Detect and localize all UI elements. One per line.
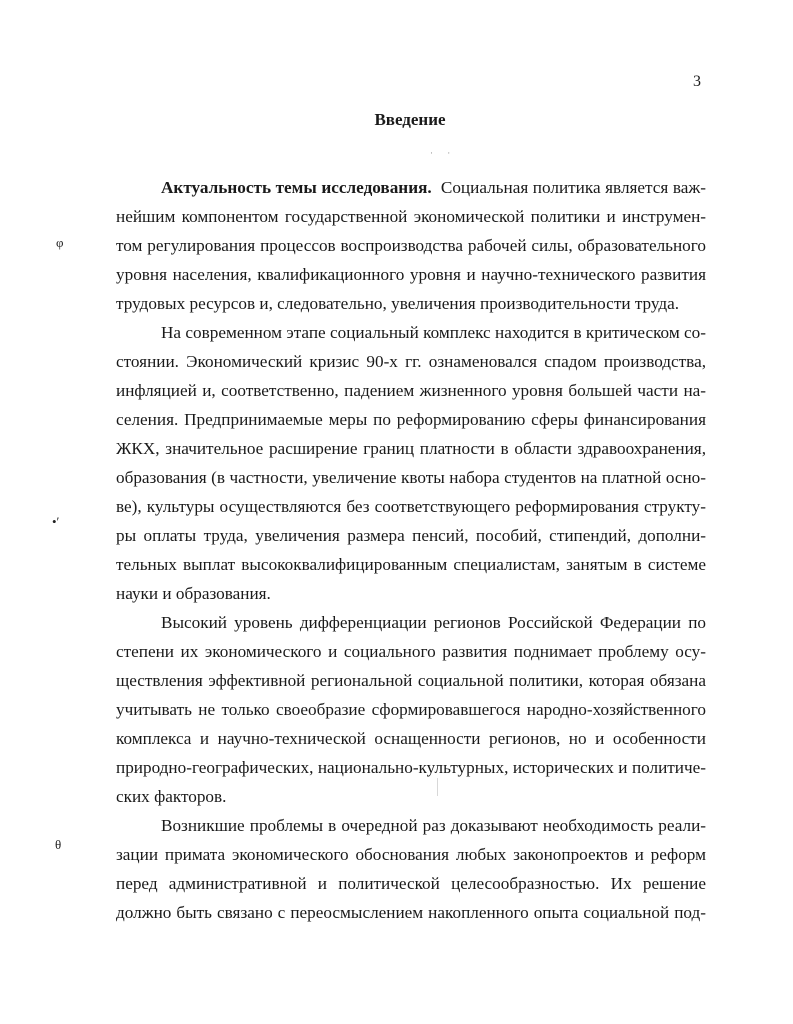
paragraph-lead: Актуальность темы исследования. [161, 178, 432, 197]
paragraph-line: природно-географических, национально-культурных, исторических и политиче- [116, 758, 706, 777]
paragraph-line: ры оплаты труда, увеличения размера пенсий, пособий, стипендий, дополни- [116, 526, 706, 545]
paragraph-line: зации примата экономического обоснования любых законопроектов и реформ [116, 845, 706, 864]
paragraph-line: уровня населения, квалификационного уровня и научно-технического развития [116, 265, 706, 284]
paragraph-line: образования (в частности, увеличение квоты набора студентов на платной осно- [116, 468, 706, 487]
paragraph-line: стоянии. Экономический кризис 90-х гг. ознаменовался спадом производства, [116, 352, 706, 371]
paragraph-line: комплекса и научно-технической оснащенности регионов, но и особенности [116, 729, 706, 748]
paragraph-line: Возникшие проблемы в очередной раз доказывают необходимость реали- [161, 816, 706, 835]
paragraph-line: инфляцией и, соответственно, падением жизненного уровня большей части на- [116, 381, 706, 400]
page-number: 3 [693, 73, 701, 90]
paragraph-line: ве), культуры осуществляются без соответствующего реформирования структу- [116, 497, 706, 516]
margin-mark-icon: θ [55, 837, 62, 852]
paragraph-line: том регулирования процессов воспроизводства рабочей силы, образовательного [116, 236, 706, 255]
paragraph-line: На современном этапе социальный комплекс находится в критическом со- [161, 323, 706, 342]
paragraph-line: нейшим компонентом государственной экономической политики и инструмен- [116, 207, 706, 226]
paragraph-line: трудовых ресурсов и, следовательно, увеличения производительности труда. [116, 294, 680, 313]
paragraph-line: должно быть связано с переосмыслением накопленного опыта социальной под- [116, 903, 706, 922]
section-heading: Введение [374, 110, 446, 129]
paragraph-line: перед административной и политической целесообразностью. Их решение [116, 874, 706, 893]
paragraph-line: ских факторов. [116, 787, 227, 806]
scan-artifact-dots: · · [430, 148, 457, 158]
paragraph-line: учитывать не только своеобразие сформировавшегося народно-хозяйственного [116, 700, 706, 719]
paragraph-line: Высокий уровень дифференциации регионов Российской Федерации по [161, 613, 706, 632]
paragraph-line: селения. Предпринимаемые меры по реформированию сферы финансирования [116, 410, 706, 429]
paragraph-line: науки и образования. [116, 584, 271, 603]
paragraph-line: Актуальность темы исследования. Социальная политика является важ- [161, 178, 706, 197]
paragraph-line: ЖКХ, значительное расширение границ платности в области здравоохранения, [116, 439, 706, 458]
paragraph-line: степени их экономического и социального развития поднимает проблему осу- [116, 642, 706, 661]
paragraph-line: тельных выплат высококвалифицированным специалистам, занятым в системе [116, 555, 706, 574]
paragraph-line: ществления эффективной региональной социальной политики, которая обязана [116, 671, 706, 690]
margin-mark-icon: φ [56, 235, 64, 250]
margin-mark-icon: •′ [52, 514, 60, 529]
